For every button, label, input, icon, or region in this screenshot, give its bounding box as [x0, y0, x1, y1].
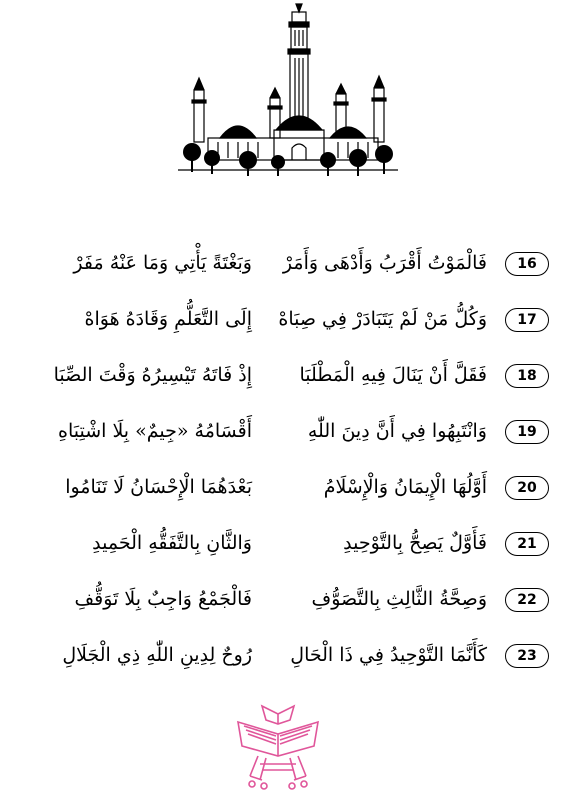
verse-row	[12, 467, 557, 523]
verse-row	[12, 411, 557, 467]
verse-second-hemistich: رُوحٌ لِدِينِ اللّٰهِ ذِي الْجَلَالِ	[62, 644, 252, 666]
verse-first-hemistich: كَأَنَّمَا التَّوْحِيدُ فِي ذَا الْحَالِ	[290, 644, 487, 666]
poem-verses	[12, 243, 557, 691]
verse-second-hemistich: أَقْسَامُهُ «جِيمٌ» بِلَا اشْتِبَاهِ	[58, 420, 252, 442]
verse-first-hemistich: وَانْتَبِهُوا فِي أَنَّ دِينَ اللّٰهِ	[307, 420, 487, 442]
verse-second-hemistich: وَالثَّانِ بِالتَّفَقُّهِ الْحَمِيدِ	[92, 532, 252, 554]
verse-number-badge: 23	[505, 644, 549, 668]
verse-first-hemistich: فَالْمَوْتُ أَقْرَبُ وَأَدْهَى وَأَمَرْ	[282, 252, 487, 274]
verse-number-badge: 20	[505, 476, 549, 500]
verse-first-hemistich: وَصِحَّةُ الثَّالِثِ بِالتَّصَوُّفِ	[311, 588, 487, 610]
verse-row	[12, 243, 557, 299]
mosque-illustration	[178, 2, 398, 184]
verse-row	[12, 523, 557, 579]
verse-second-hemistich: بَعْدَهُمَا الْإِحْسَانُ لَا تَنَامُوا	[65, 476, 252, 498]
verse-number-badge: 22	[505, 588, 549, 612]
verse-first-hemistich: فَقَلَّ أَنْ يَنَالَ فِيهِ الْمَطْلَبَا	[299, 364, 487, 386]
verse-number-badge: 21	[505, 532, 549, 556]
verse-second-hemistich: إِلَى التَّعَلُّمِ وَقَادَهُ هَوَاهْ	[84, 308, 252, 330]
verse-row	[12, 299, 557, 355]
verse-first-hemistich: فَأَوَّلٌ يَصِحُّ بِالتَّوْحِيدِ	[343, 532, 487, 554]
verse-number-badge: 19	[505, 420, 549, 444]
verse-number-badge: 17	[505, 308, 549, 332]
verse-first-hemistich: وَكُلُّ مَنْ لَمْ يَتَبَادَرْ فِي صِبَاهْ	[278, 308, 487, 330]
verse-second-hemistich: وَبَغْتَةً يَأْتِي وَمَا عَنْهُ مَفَرْ	[73, 252, 252, 274]
verse-number-badge: 18	[505, 364, 549, 388]
verse-second-hemistich: فَالْجَمْعُ وَاجِبٌ بِلَا تَوَقُّفِ	[74, 588, 252, 610]
quran-stand-illustration	[232, 700, 324, 790]
verse-first-hemistich: أَوَّلُهَا الْإِيمَانُ وَالْإِسْلَامُ	[323, 476, 487, 498]
verse-second-hemistich: إِذْ فَاتَهُ تَيْسِيرُهُ وَقْتَ الصِّبَا	[53, 364, 252, 386]
verse-row	[12, 635, 557, 691]
verse-row	[12, 355, 557, 411]
verse-number-badge: 16	[505, 252, 549, 276]
verse-row	[12, 579, 557, 635]
